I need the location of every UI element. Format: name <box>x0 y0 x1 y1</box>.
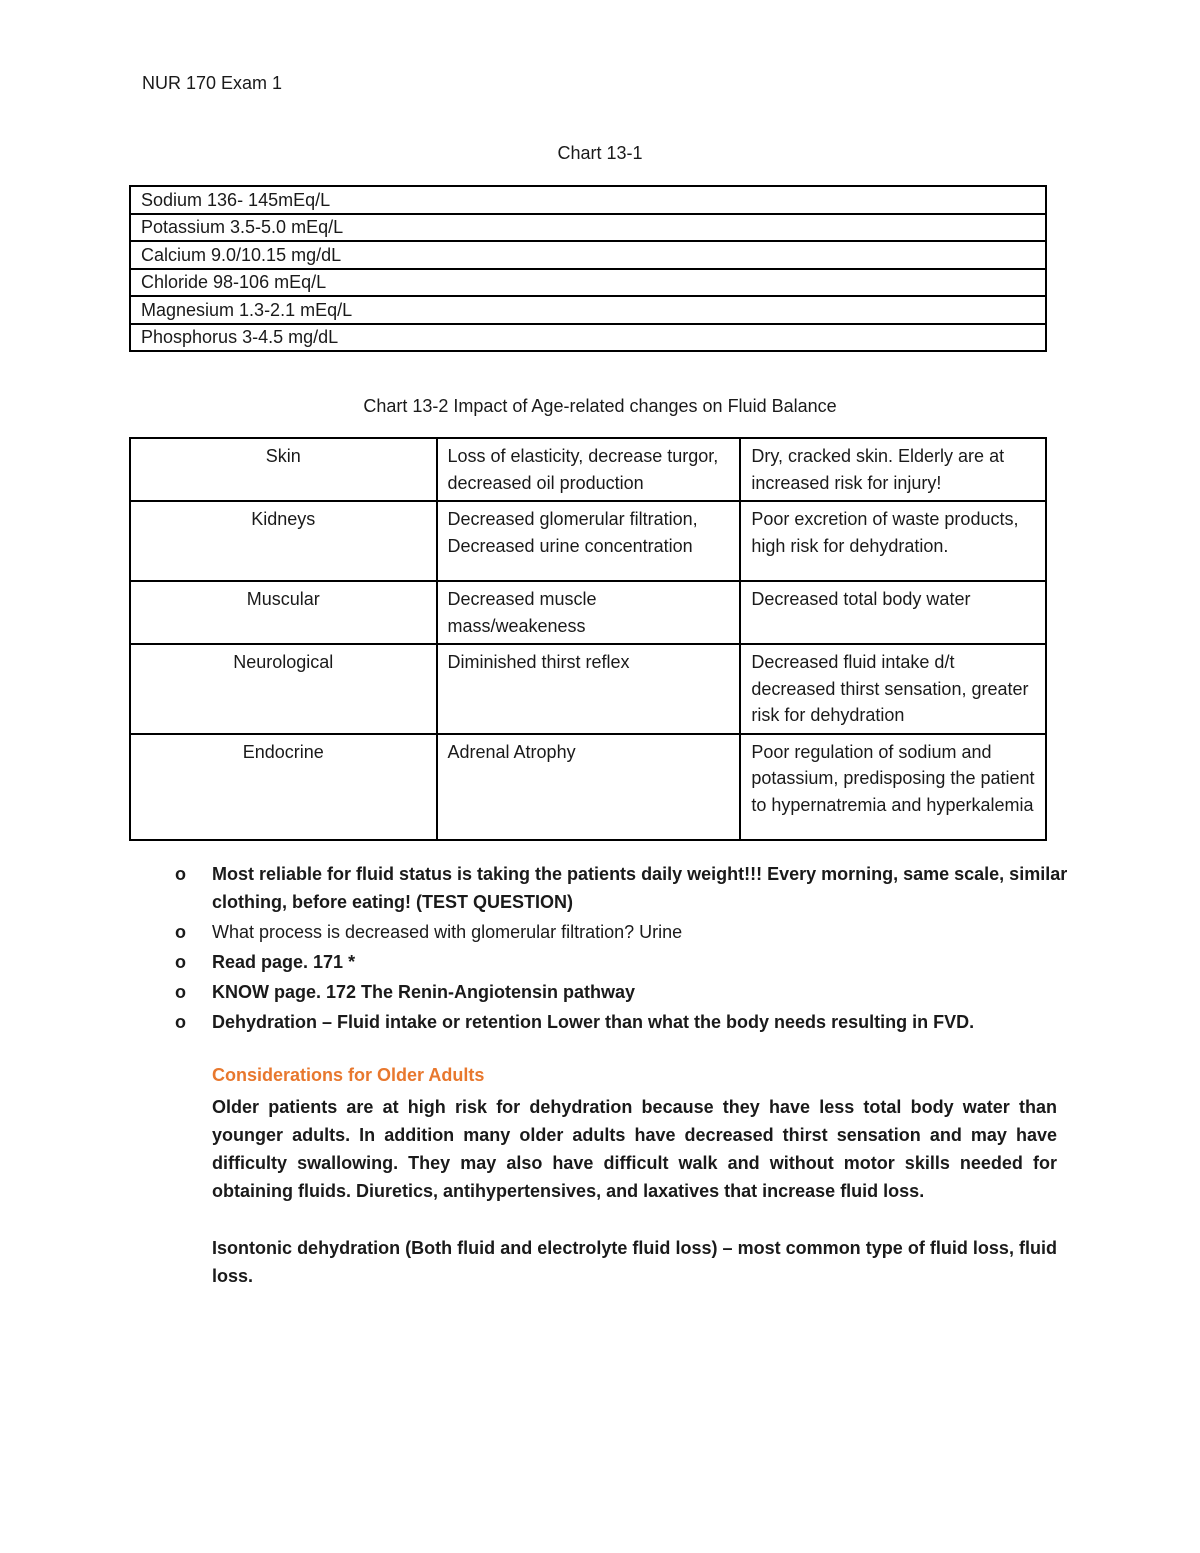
table-row <box>130 581 1046 644</box>
electrolyte-table <box>129 185 1047 352</box>
table-row <box>130 269 1046 297</box>
list-item <box>175 918 1075 946</box>
age-changes-table <box>129 437 1047 841</box>
table-row <box>130 644 1046 734</box>
table-row <box>130 241 1046 269</box>
list-item-text: KNOW page. 172 The Renin-Angiotensin pathway <box>212 982 636 1002</box>
electrolyte-cell: Calcium 9.0/10.15 mg/dL <box>130 241 1046 269</box>
effect-cell: Poor regulation of sodium and potassium, predisposing the patient to hypernatremia and hyperkalemia <box>740 734 1046 840</box>
change-cell: Decreased muscle mass/weakeness <box>437 581 741 644</box>
table-row <box>130 734 1046 840</box>
page-header: NUR 170 Exam 1 <box>142 73 283 93</box>
electrolyte-cell: Potassium 3.5-5.0 mEq/L <box>130 214 1046 242</box>
effect-cell: Decreased total body water <box>740 581 1046 644</box>
system-cell: Neurological <box>130 644 437 734</box>
system-cell: Endocrine <box>130 734 437 840</box>
electrolyte-cell: Phosphorus 3-4.5 mg/dL <box>130 324 1046 352</box>
change-cell: Decreased glomerular filtration, Decreased urine concentration <box>437 501 741 581</box>
bullet-marker: o <box>175 952 186 972</box>
electrolyte-cell: Sodium 136- 145mEq/L <box>130 186 1046 214</box>
list-item-text: What process is decreased with glomerular filtration? Urine <box>212 922 683 942</box>
table-row <box>130 214 1046 242</box>
bullet-marker: o <box>175 1012 186 1032</box>
chart2-caption: Chart 13-2 Impact of Age-related changes on Fluid Balance <box>363 396 837 416</box>
change-cell: Diminished thirst reflex <box>437 644 741 734</box>
bullet-marker: o <box>175 982 186 1002</box>
isotonic-paragraph: Isontonic dehydration (Both fluid and electrolyte fluid loss) – most common type of fluid loss, fluid loss. <box>212 1238 1057 1286</box>
list-item <box>175 978 1075 1006</box>
table-row <box>130 296 1046 324</box>
chart1-caption: Chart 13-1 <box>557 143 643 163</box>
electrolyte-cell: Magnesium 1.3-2.1 mEq/L <box>130 296 1046 324</box>
table-row <box>130 438 1046 501</box>
notes-list <box>175 860 1075 1038</box>
change-cell: Adrenal Atrophy <box>437 734 741 840</box>
table-row <box>130 501 1046 581</box>
bullet-marker: o <box>175 922 186 942</box>
list-item-text: Dehydration – Fluid intake or retention Lower than what the body needs resulting in FVD. <box>212 1012 975 1032</box>
system-cell: Kidneys <box>130 501 437 581</box>
system-cell: Skin <box>130 438 437 501</box>
electrolyte-cell: Chloride 98-106 mEq/L <box>130 269 1046 297</box>
list-item <box>175 1008 1075 1036</box>
effect-cell: Decreased fluid intake d/t decreased thirst sensation, greater risk for dehydration <box>740 644 1046 734</box>
older-adults-paragraph: Older patients are at high risk for dehydration because they have less total body water than younger adults. In addition many older adults have decreased thirst sensation and may have difficulty swallowing. They may also have difficult walk and without motor skills needed for obtaining fluids. Diuretics, antihypertensives, and laxatives that increase fluid loss. <box>212 1097 1057 1201</box>
table-row <box>130 186 1046 214</box>
list-item-text: Most reliable for fluid status is taking the patients daily weight!!! Every morning, same scale, similar clothing, before eating! (TEST QUESTION) <box>212 864 1068 912</box>
list-item <box>175 948 1075 976</box>
system-cell: Muscular <box>130 581 437 644</box>
change-cell: Loss of elasticity, decrease turgor, decreased oil production <box>437 438 741 501</box>
table-row <box>130 324 1046 352</box>
effect-cell: Dry, cracked skin. Elderly are at increased risk for injury! <box>740 438 1046 501</box>
list-item-text: Read page. 171 * <box>212 952 356 972</box>
effect-cell: Poor excretion of waste products, high risk for dehydration. <box>740 501 1046 581</box>
older-adults-heading: Considerations for Older Adults <box>212 1065 485 1085</box>
list-item <box>175 860 1075 916</box>
bullet-marker: o <box>175 864 186 884</box>
